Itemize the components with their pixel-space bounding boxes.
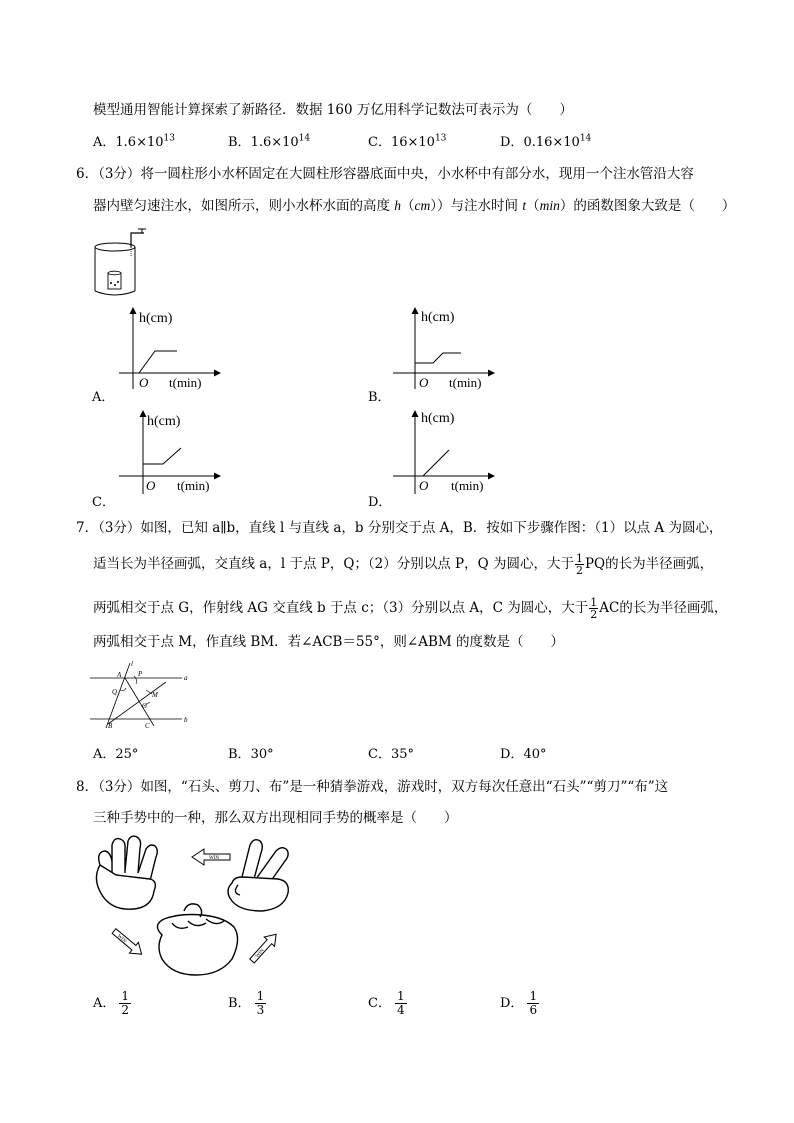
svg-text:h(cm): h(cm) (147, 414, 181, 429)
q6-option-c-label[interactable]: C． (92, 495, 115, 510)
rock-paper-scissors-illustration (92, 835, 307, 977)
paper-hand-icon (96, 836, 157, 909)
svg-text:A: A (117, 671, 122, 679)
svg-text:O: O (419, 375, 429, 390)
q8-option-b[interactable]: B． $\frac{1}{3}$ (228, 989, 265, 1017)
q7-line2: 适当长为半径画弧，交直线 a，l 于点 P，Q；（2）分别以点 P，Q 为圆心，大于 $\frac{1}{2}$ PQ的长为半径画弧， (93, 552, 714, 577)
q6-graph-d (393, 408, 503, 500)
svg-text:b: b (184, 716, 188, 724)
q8-option-a[interactable]: A． $\frac{1}{2}$ (93, 989, 130, 1017)
svg-text:h(cm): h(cm) (421, 411, 455, 426)
svg-text:G: G (142, 702, 148, 710)
win-arrow-icon (192, 849, 230, 865)
svg-text:O: O (419, 478, 429, 493)
q6-line2: 器内壁匀速注水，如图所示，则小水杯水面的高度 h（cm））与注水时间 t（min）的函数图象大致是（ ） (93, 198, 736, 214)
win-arrow-icon (110, 926, 147, 960)
svg-text:h(cm): h(cm) (421, 310, 455, 325)
q8-line1: 8．（3分）如图，“石头、剪刀、布”是一种猜拳游戏，游戏时，双方每次任意出“石头”“剪刀”“布”这 (76, 779, 669, 795)
q7-option-b[interactable]: B．30° (228, 747, 274, 762)
q6-graph-a (115, 305, 225, 395)
container-illustration (90, 225, 150, 303)
q6-option-a-label[interactable]: A． (92, 390, 115, 405)
svg-text:C: C (145, 722, 150, 730)
svg-text:t(min): t(min) (451, 478, 484, 493)
q5-option-d[interactable]: D．$0.16\times 10^{14}$ (500, 133, 592, 150)
q6-number: 6． (76, 166, 99, 182)
svg-text:Q: Q (112, 688, 118, 696)
q7-option-c[interactable]: C．35° (368, 747, 414, 762)
q8-option-c[interactable]: C． $\frac{1}{4}$ (368, 989, 405, 1017)
q8-score: （3分） (98, 779, 141, 795)
win-arrow-icon (247, 930, 281, 966)
q6-graph-b (393, 305, 503, 395)
q7-number: 7． (76, 520, 99, 536)
half-fraction: $\frac{1}{2}$ (590, 596, 598, 621)
svg-text:a: a (184, 674, 188, 682)
svg-text:M: M (152, 691, 158, 699)
q5-stem-tail: 模型通用智能计算探索了新路径．数据 160 万亿用科学记数法可表示为（ ） (93, 102, 573, 118)
scissors-hand-icon (228, 840, 288, 911)
q7-option-a[interactable]: A．25° (93, 747, 139, 762)
q7-line1: 7．（3分）如图，已知 a∥b，直线 l 与直线 a，b 分别交于点 A，B．按如下步骤作图：（1）以点 A 为圆心， (76, 520, 723, 536)
q6-line1: 6．（3分）将一圆柱形小水杯固定在大圆柱形容器底面中央，小水杯中有部分水，现用一个注水管沿大容 (76, 166, 694, 182)
q7-line4: 两弧相交于点 M，作直线 BM．若∠ACB＝55°，则∠ABM 的度数是（ ） (93, 634, 564, 650)
svg-text:t(min): t(min) (169, 375, 202, 390)
svg-text:t(min): t(min) (449, 375, 482, 390)
q8-line2: 三种手势中的一种，那么双方出现相同手势的概率是（ ） (93, 810, 458, 826)
svg-text:t(min): t(min) (177, 478, 210, 493)
q8-option-d[interactable]: D． $\frac{1}{6}$ (500, 989, 538, 1017)
half-fraction: $\frac{1}{2}$ (575, 552, 583, 577)
q5-option-a[interactable]: A．$1.6\times 10^{13}$ (93, 133, 175, 150)
svg-text:WIN: WIN (255, 948, 266, 960)
rock-hand-icon (157, 904, 237, 975)
svg-text:O: O (139, 375, 149, 390)
svg-text:h(cm): h(cm) (139, 311, 173, 326)
q7-line3: 两弧相交于点 G，作射线 AG 交直线 b 于点 c；（3）分别以点 A，C 为圆心，大于 $\frac{1}{2}$ AC的长为半径画弧， (93, 596, 728, 621)
svg-text:WIN: WIN (209, 856, 219, 861)
svg-text:B: B (108, 722, 113, 730)
svg-text:l: l (131, 660, 133, 668)
q7-option-d[interactable]: D．40° (500, 747, 547, 762)
q6-graph-c (115, 408, 225, 500)
q6-score: （3分） (98, 166, 141, 182)
svg-text:O: O (146, 478, 156, 493)
q7-geometry-figure (90, 660, 190, 730)
q8-number: 8． (76, 779, 99, 795)
q6-option-d-label[interactable]: D． (368, 495, 392, 510)
q7-score: （3分） (98, 520, 141, 536)
q6-option-b-label[interactable]: B． (368, 390, 391, 405)
svg-text:P: P (138, 670, 143, 678)
q5-option-b[interactable]: B．$1.6\times 10^{14}$ (228, 133, 311, 150)
q5-option-c[interactable]: C．$16\times 10^{13}$ (368, 133, 447, 150)
svg-text:WIN: WIN (116, 934, 127, 945)
